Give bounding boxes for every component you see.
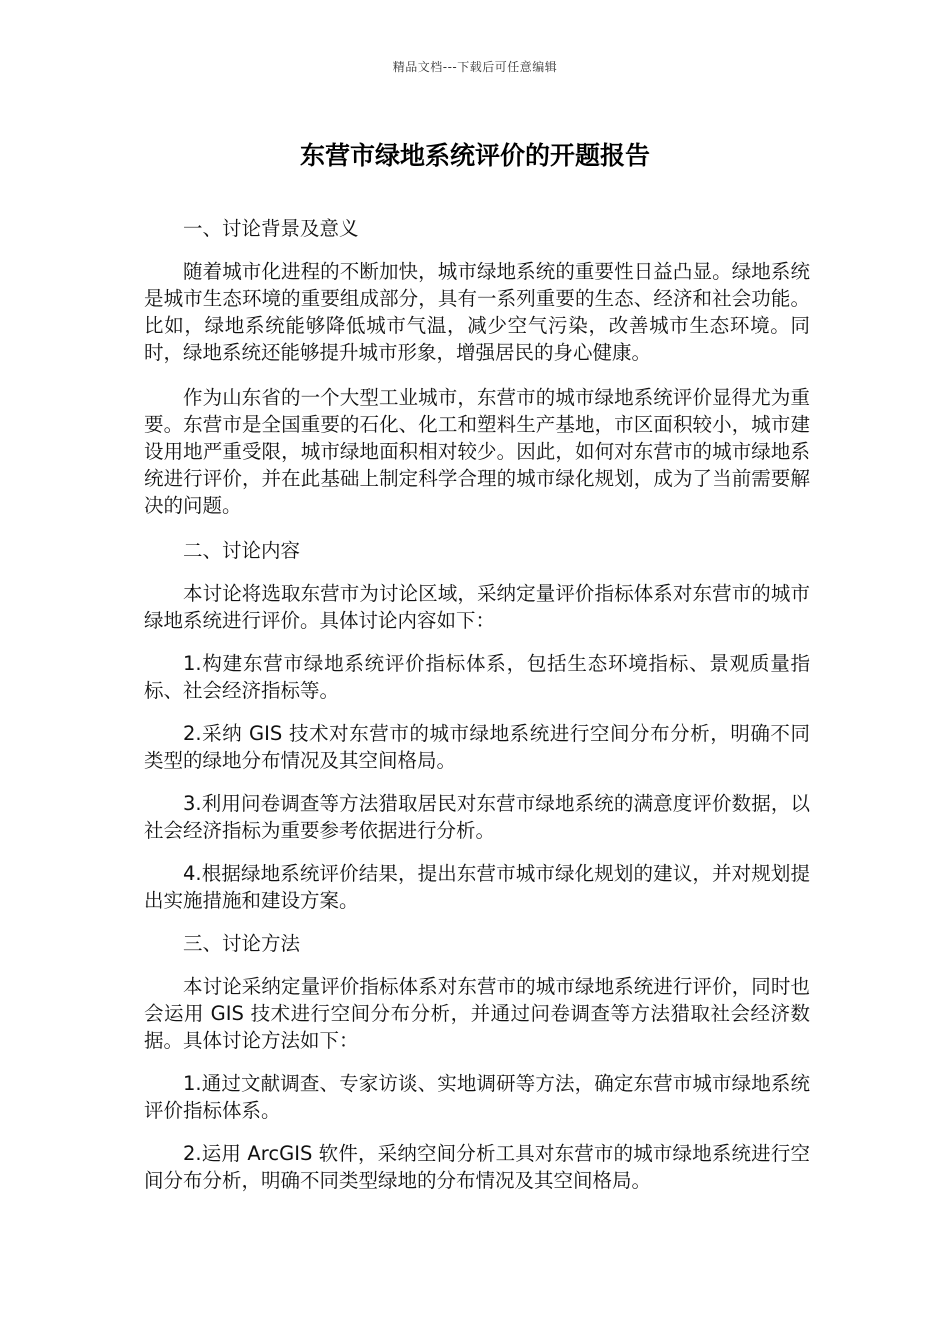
- section-heading-3: 三、讨论方法: [183, 932, 301, 955]
- paragraph-content-intro: 本讨论将选取东营市为讨论区域，采纳定量评价指标体系对东营市的城市绿地系统进行评价。具体讨论内容如下：: [144, 582, 810, 632]
- paragraph-background: 随着城市化进程的不断加快，城市绿地系统的重要性日益凸显。绿地系统是城市生态环境的重要组成部分，具有一系列重要的生态、经济和社会功能。比如，绿地系统能够降低城市气温，减少空气污染，改善城市生态环境。同时，绿地系统还能够提升城市形象，增强居民的身心健康。: [144, 260, 810, 364]
- section-heading-1: 一、讨论背景及意义: [183, 217, 359, 240]
- list-item-method-2: 2.运用 ArcGIS 软件，采纳空间分析工具对东营市的城市绿地系统进行空间分布分析，明确不同类型绿地的分布情况及其空间格局。: [144, 1142, 810, 1192]
- list-item-content-4: 4.根据绿地系统评价结果，提出东营市城市绿化规划的建议，并对规划提出实施措施和建设方案。: [144, 862, 810, 912]
- list-item-method-1: 1.通过文献调查、专家访谈、实地调研等方法，确定东营市城市绿地系统评价指标体系。: [144, 1072, 810, 1122]
- section-heading-2: 二、讨论内容: [183, 539, 301, 562]
- document-title: 东营市绿地系统评价的开题报告: [299, 141, 650, 170]
- list-item-content-3: 3.利用问卷调查等方法猎取居民对东营市绿地系统的满意度评价数据，以社会经济指标为重要参考依据进行分析。: [144, 792, 810, 842]
- list-item-content-1: 1.构建东营市绿地系统评价指标体系，包括生态环境指标、景观质量指标、社会经济指标等。: [144, 652, 810, 702]
- document-body: [144, 215, 810, 1194]
- list-item-content-2: 2.采纳 GIS 技术对东营市的城市绿地系统进行空间分布分析，明确不同类型的绿地分布情况及其空间格局。: [144, 722, 810, 772]
- paragraph-method-intro: 本讨论采纳定量评价指标体系对东营市的城市绿地系统进行评价，同时也会运用 GIS 技术进行空间分布分析，并通过问卷调查等方法猎取社会经济数据。具体讨论方法如下：: [144, 975, 810, 1052]
- header-note: 精品文档---下载后可任意编辑: [392, 60, 558, 74]
- paragraph-dongying: 作为山东省的一个大型工业城市，东营市的城市绿地系统评价显得尤为重要。东营市是全国重要的石化、化工和塑料生产基地，市区面积较小，城市建设用地严重受限，城市绿地面积相对较少。因此，如何对东营市的城市绿地系统进行评价，并在此基础上制定科学合理的城市绿化规划，成为了当前需要解决的问题。: [144, 386, 810, 517]
